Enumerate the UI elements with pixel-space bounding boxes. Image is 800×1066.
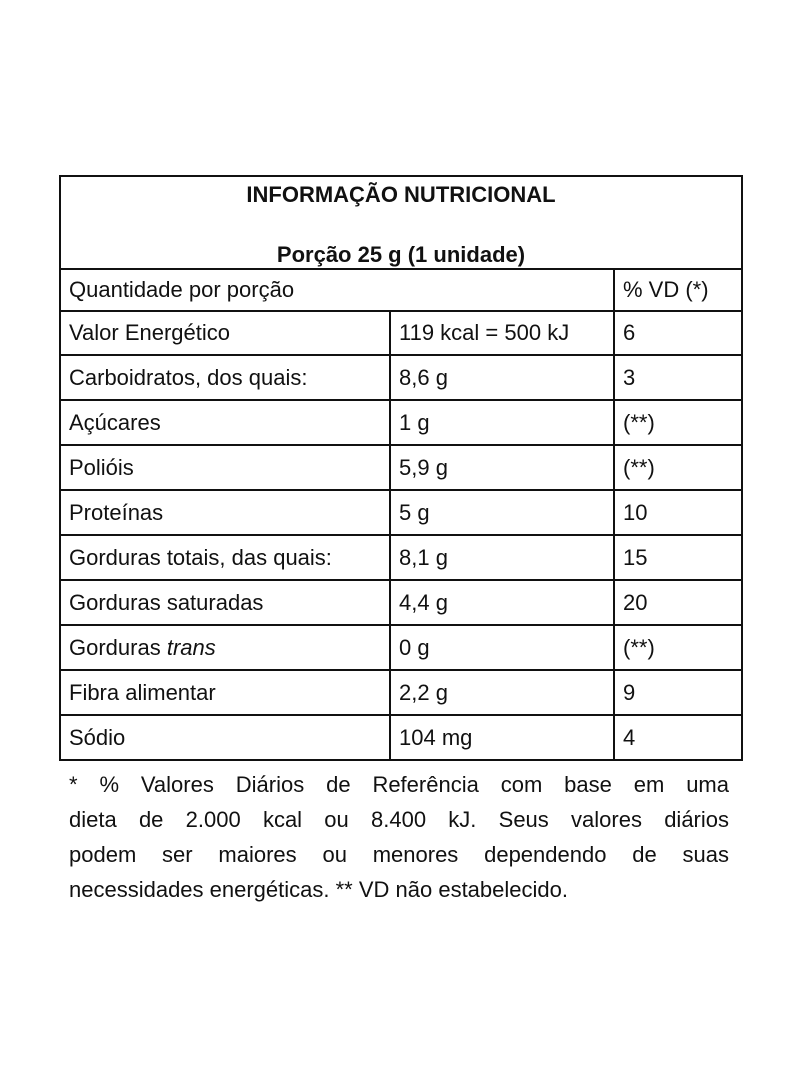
- nutrient-name: Gorduras totais, das quais:: [60, 535, 390, 580]
- title-row: [60, 176, 742, 269]
- nutrient-vd: (**): [614, 625, 742, 670]
- nutrient-amount: 5 g: [390, 490, 614, 535]
- nutrient-vd: 3: [614, 355, 742, 400]
- nutrient-name: Valor Energético: [60, 311, 390, 355]
- table-row: [60, 580, 742, 625]
- nutrient-vd: (**): [614, 400, 742, 445]
- nutrient-name: Polióis: [60, 445, 390, 490]
- table-row: [60, 400, 742, 445]
- nutrient-vd: (**): [614, 445, 742, 490]
- portion-size: Porção 25 g (1 unidade): [276, 241, 526, 267]
- quantity-header: Quantidade por porção: [60, 269, 614, 311]
- nutrient-name: Carboidratos, dos quais:: [60, 355, 390, 400]
- nutrient-amount: 8,1 g: [390, 535, 614, 580]
- nutrient-name: Açúcares: [60, 400, 390, 445]
- nutrient-name: Proteínas: [60, 490, 390, 535]
- table-row: [60, 535, 742, 580]
- footnote-line: dieta de 2.000 kcal ou 8.400 kJ. Seus valores diários: [69, 807, 729, 832]
- nutrition-table: [59, 175, 743, 761]
- nutrient-amount: 119 kcal = 500 kJ: [390, 311, 614, 355]
- nutrient-name: Gorduras saturadas: [60, 580, 390, 625]
- nutrient-vd: 10: [614, 490, 742, 535]
- nutrient-name-prefix: Gorduras: [69, 634, 167, 660]
- table-row: [60, 625, 742, 670]
- nutrient-vd: 4: [614, 715, 742, 760]
- nutrient-name-italic: trans: [166, 634, 216, 660]
- nutrient-amount: 4,4 g: [390, 580, 614, 625]
- nutrient-name: Fibra alimentar: [60, 670, 390, 715]
- nutrient-amount: 2,2 g: [390, 670, 614, 715]
- table-row: [60, 445, 742, 490]
- table-row: [60, 715, 742, 760]
- nutrient-name: Sódio: [60, 715, 390, 760]
- table-row: [60, 490, 742, 535]
- nutrient-vd: 9: [614, 670, 742, 715]
- nutrient-vd: 6: [614, 311, 742, 355]
- nutrient-amount: 104 mg: [390, 715, 614, 760]
- footnote: [59, 767, 741, 907]
- panel-title: INFORMAÇÃO NUTRICIONAL: [246, 181, 556, 207]
- nutrient-vd: 20: [614, 580, 742, 625]
- footnote-line: * % Valores Diários de Referência com base em uma: [69, 772, 729, 797]
- nutrient-amount: 5,9 g: [390, 445, 614, 490]
- nutrient-vd: 15: [614, 535, 742, 580]
- table-row: [60, 311, 742, 355]
- table-row: [60, 670, 742, 715]
- nutrient-name: [60, 625, 390, 670]
- header-row: [60, 269, 742, 311]
- footnote-line: podem ser maiores ou menores dependendo de suas: [69, 842, 729, 867]
- footnote-line: necessidades energéticas. ** VD não estabelecido.: [69, 877, 568, 902]
- nutrient-amount: 8,6 g: [390, 355, 614, 400]
- nutrient-amount: 1 g: [390, 400, 614, 445]
- nutrition-facts-panel: [59, 175, 741, 907]
- title-cell: [60, 176, 742, 269]
- table-row: [60, 355, 742, 400]
- vd-header: % VD (*): [614, 269, 742, 311]
- nutrient-amount: 0 g: [390, 625, 614, 670]
